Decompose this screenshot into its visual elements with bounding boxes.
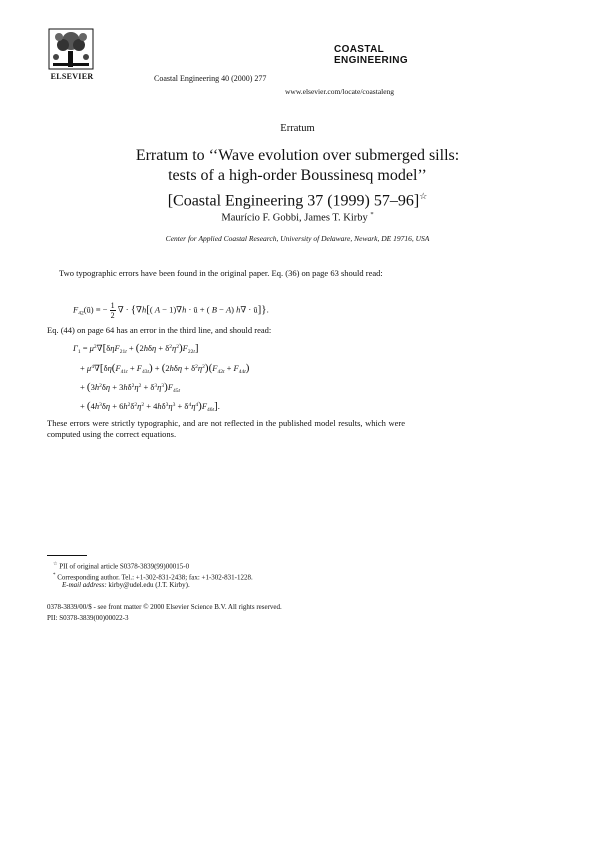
email-address[interactable]: kirby@udel.edu (J.T. Kirby). <box>108 581 190 589</box>
journal-url[interactable]: www.elsevier.com/locate/coastaleng <box>285 87 395 96</box>
footnote-1-text: PII of original article S0378-3839(99)00015-0 <box>59 562 190 571</box>
article-title <box>50 146 545 211</box>
affiliation: Center for Applied Coastal Research, University of Delaware, Newark, DE 19716, USA <box>165 234 430 243</box>
equation-44-line-4: + $(4h^3\delta\eta + 6h^2\delta^2\eta^2 + 4h\delta^3\eta^3 + \delta^4\eta^4)F_{46t}$]. <box>80 400 220 413</box>
equation-36: $F_{42}(ū)$ ≡ − $\frac{1}{2}$ ∇ · {∇h[( A − 1)∇h · ū + ( B − A) h∇ · ū]}. <box>73 301 269 320</box>
journal-logo-line1: COASTAL <box>334 43 385 55</box>
article-type: Erratum <box>280 123 315 134</box>
publisher-name: ELSEVIER <box>50 72 94 81</box>
title-line-1: Erratum to ‘‘Wave evolution over submerged sills: <box>135 147 460 164</box>
pii-line: PII: S0378-3839(00)00022-3 <box>47 614 129 622</box>
footnote-divider <box>47 555 87 556</box>
tree-emblem-icon <box>47 27 95 71</box>
journal-logo <box>334 44 408 66</box>
equation-44-line-1: $\Gamma_1 = \mu^2\nabla[\delta\eta F_{21t} + (2h\delta\eta + \delta^2\eta^2)F_{22t}]$ <box>73 342 199 355</box>
authors: Maurício F. Gobbi, James T. Kirby <box>221 212 368 224</box>
body-paragraph-1: Two typographic errors have been found in the original paper. Eq. (36) on page 63 should read: <box>59 268 383 278</box>
body-paragraph-3: These errors were strictly typographic, and are not reflected in the published model results, which were computed using the correct equations. <box>47 418 405 439</box>
footnote-original-article <box>53 560 189 571</box>
footnote-2-text: Corresponding author. Tel.: +1-302-831-2438; fax: +1-302-831-1228. <box>57 573 253 582</box>
copyright-line: 0378-3839/00/$ - see front matter © 2000 Elsevier Science B.V. All rights reserved. <box>47 603 282 611</box>
title-footnote-mark[interactable]: ☆ <box>419 191 428 201</box>
equation-44-line-3: + $(3h^2\delta\eta + 3h\delta^2\eta^2 + \delta^3\eta^3)F_{45t}$ <box>80 381 181 394</box>
equation-44-line-2: + $\mu^4\nabla[\delta\eta(F_{41t} + F_{43t}) + (2h\delta\eta + \delta^2\eta^2)(F_{42t} + F_{44t})$ <box>80 362 250 375</box>
journal-citation: Coastal Engineering 40 (2000) 277 <box>154 74 267 83</box>
footnote-mark-star: ☆ <box>53 562 58 567</box>
journal-logo-line2: ENGINEERING <box>334 54 409 66</box>
title-line-2: tests of a high-order Boussinesq model’’ <box>168 167 427 184</box>
title-line-3: [Coastal Engineering 37 (1999) 57–96] <box>167 192 420 210</box>
body-paragraph-2: Eq. (44) on page 64 has an error in the third line, and should read: <box>47 325 272 335</box>
title-line-3-wrap <box>50 186 545 211</box>
corresponding-author-mark[interactable]: * <box>370 211 374 218</box>
footnote-email <box>62 581 190 590</box>
footnote-mark-asterisk: * <box>53 573 56 578</box>
email-label: E-mail address: <box>62 581 107 589</box>
author-list <box>0 211 595 224</box>
